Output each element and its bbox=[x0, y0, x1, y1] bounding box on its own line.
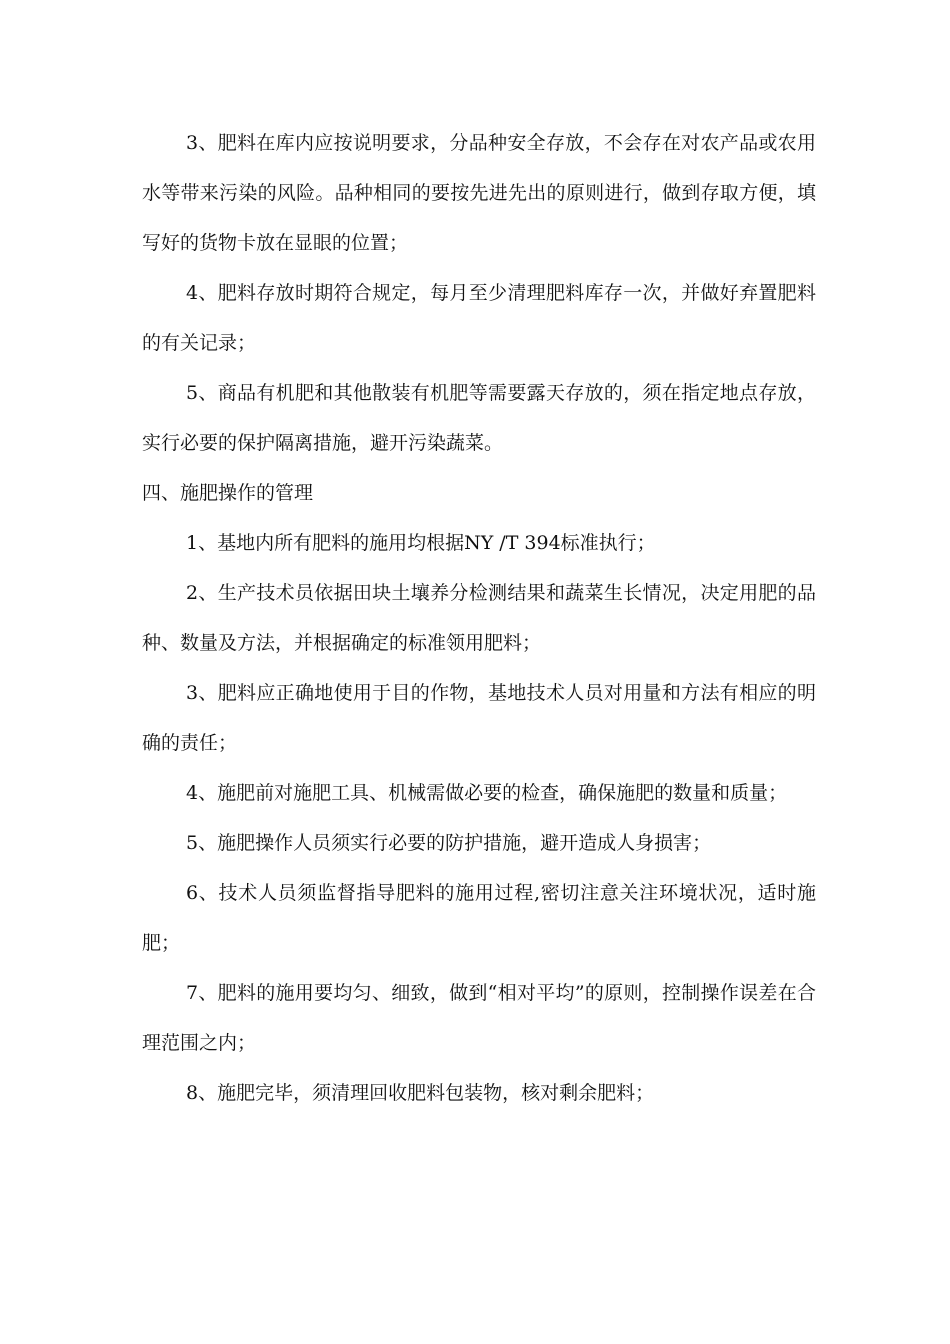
paragraph-fertilizing-item-5: 5、施肥操作人员须实行必要的防护措施，避开造成人身损害； bbox=[186, 832, 712, 854]
paragraph-fertilizing-item-8: 8、施肥完毕，须清理回收肥料包装物，核对剩余肥料； bbox=[186, 1082, 655, 1104]
paragraph-fertilizing-item-4: 4、施肥前对施肥工具、机械需做必要的检查，确保施肥的数量和质量； bbox=[186, 782, 788, 804]
paragraph-fertilizing-item-6: 6、技术人员须监督指导肥料的施用过程,密切注意关注环境状况，适时施肥； bbox=[142, 882, 816, 954]
paragraph-storage-item-5: 5、商品有机肥和其他散装有机肥等需要露天存放的，须在指定地点存放，实行必要的保护隔离措施，避开污染蔬菜。 bbox=[142, 382, 816, 454]
paragraph-fertilizing-item-7: 7、肥料的施用要均匀、细致，做到“相对平均”的原则，控制操作误差在合理范围之内； bbox=[142, 982, 816, 1054]
paragraph-fertilizing-item-1: 1、基地内所有肥料的施用均根据NY /T 394标准执行； bbox=[186, 532, 656, 554]
paragraph-fertilizing-item-2: 2、生产技术员依据田块土壤养分检测结果和蔬菜生长情况，决定用肥的品种、数量及方法，并根据确定的标准领用肥料； bbox=[142, 582, 816, 654]
paragraph-storage-item-3: 3、肥料在库内应按说明要求，分品种安全存放，不会存在对农产品或农用水等带来污染的风险。品种相同的要按先进先出的原则进行，做到存取方便，填写好的货物卡放在显眼的位置； bbox=[142, 132, 816, 254]
section-heading: 四、施肥操作的管理 bbox=[142, 482, 314, 504]
paragraph-storage-item-4: 4、肥料存放时期符合规定，每月至少清理肥料库存一次，并做好弃置肥料的有关记录； bbox=[142, 282, 816, 354]
document-page bbox=[142, 118, 816, 1118]
paragraph-fertilizing-item-3: 3、肥料应正确地使用于目的作物，基地技术人员对用量和方法有相应的明确的责任； bbox=[142, 682, 816, 754]
